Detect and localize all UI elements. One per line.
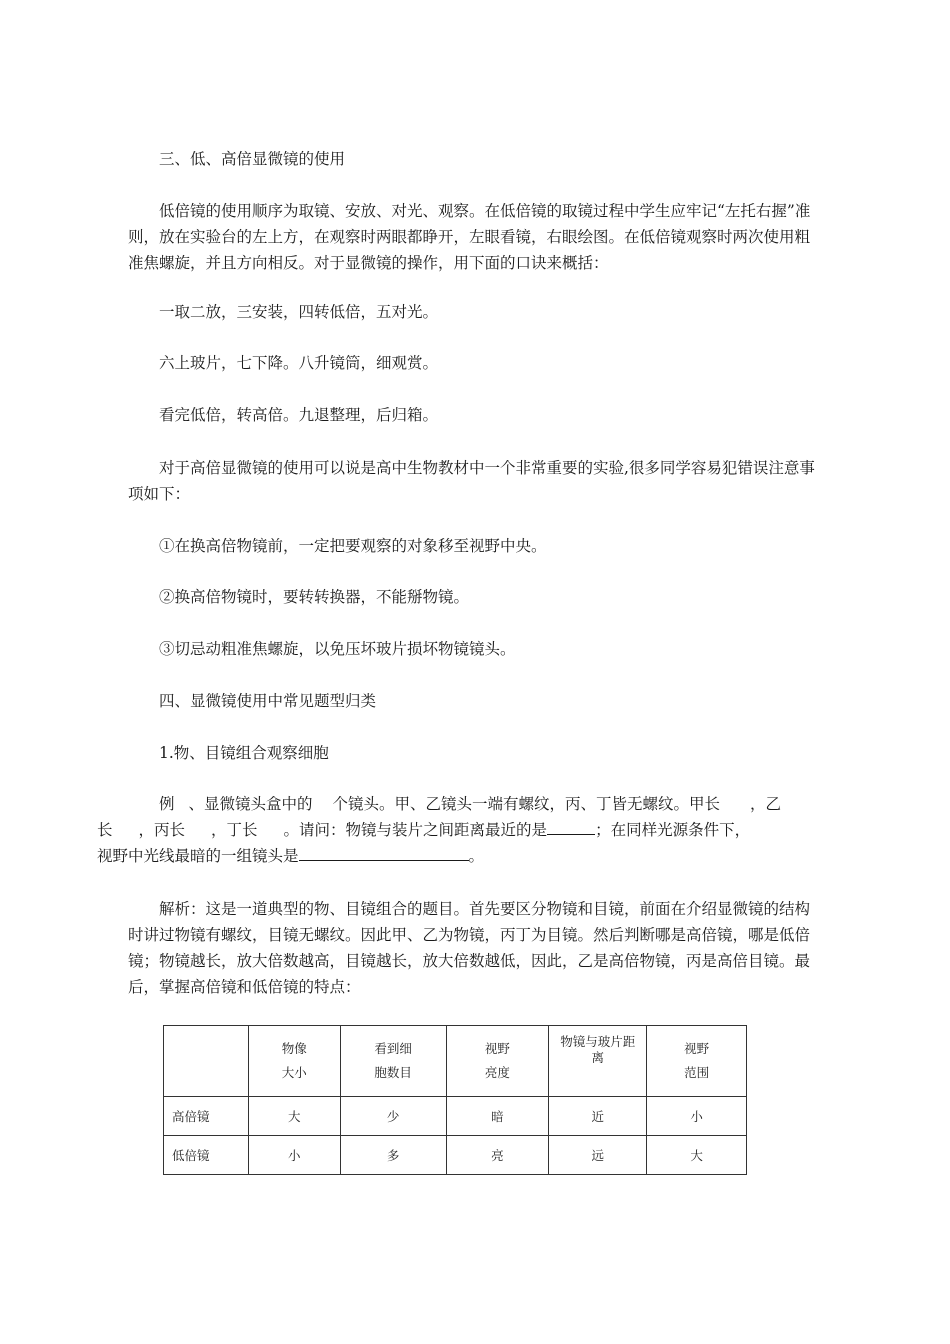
table-cell: 少 — [340, 1097, 446, 1136]
section3-heading: 三、低、高倍显微镜的使用 — [159, 150, 346, 168]
rhyme-line-3: 看完低倍，转高倍。九退整理，后归箱。 — [159, 406, 439, 424]
example-text-11: 。 — [468, 847, 485, 865]
example-text-1: 例 — [159, 795, 175, 813]
answer-blank-2 — [299, 844, 469, 861]
table-cell: 近 — [549, 1097, 647, 1136]
header-image-size: 物像 大小 — [248, 1026, 340, 1097]
example-text-9: ；在同样光源条件下， — [595, 821, 751, 839]
note-2: ②换高倍物镜时，要转转换器，不能掰物镜。 — [159, 588, 470, 606]
rhyme-line-2: 六上玻片，七下降。八升镜筒，细观赏。 — [159, 354, 439, 372]
example-text-7: ，丁长 — [211, 821, 258, 839]
section4-heading: 四、显微镜使用中常见题型归类 — [159, 692, 377, 710]
table-row — [164, 1136, 747, 1175]
table-cell: 小 — [248, 1136, 340, 1175]
header-brightness: 视野 亮度 — [446, 1026, 549, 1097]
example-text-3: 个镜头。甲、乙镜头一端有螺纹，丙、丁皆无螺纹。甲长 — [332, 795, 721, 813]
table-cell: 暗 — [446, 1097, 549, 1136]
row-label-high: 高倍镜 — [164, 1097, 249, 1136]
table-cell: 大 — [248, 1097, 340, 1136]
header-cell-count: 看到细 胞数目 — [340, 1026, 446, 1097]
table-row — [164, 1097, 747, 1136]
header-distance: 物镜与玻片距 离 — [549, 1026, 647, 1097]
note-1: ①在换高倍物镜前，一定把要观察的对象移至视野中央。 — [159, 537, 547, 555]
note-3: ③切忌动粗准焦螺旋，以免压坏玻片损坏物镜镜头。 — [159, 640, 516, 658]
section4-subheading: 1.物、目镜组合观察细胞 — [159, 744, 329, 762]
comparison-table — [163, 1025, 747, 1175]
example-text-2: 、显微镜头盒中的 — [188, 795, 313, 813]
example-text-6: ，丙长 — [138, 821, 186, 839]
rhyme-line-1: 一取二放，三安装，四转低倍，五对光。 — [159, 303, 439, 321]
table-cell: 多 — [340, 1136, 446, 1175]
table-corner-cell — [164, 1026, 249, 1097]
example-question — [97, 791, 824, 869]
header-field-range: 视野 范围 — [647, 1026, 747, 1097]
table-cell: 远 — [549, 1136, 647, 1175]
example-text-8: 。请问：物镜与装片之间距离最近的是 — [283, 821, 548, 839]
table-cell: 大 — [647, 1136, 747, 1175]
table-cell: 小 — [647, 1097, 747, 1136]
example-text-4: ，乙 — [750, 795, 782, 813]
table-header-row — [164, 1026, 747, 1097]
example-text-5: 长 — [97, 821, 113, 839]
answer-blank-1 — [547, 818, 595, 835]
example-text-10: 视野中光线最暗的一组镜头是 — [97, 847, 299, 865]
table-cell: 亮 — [446, 1136, 549, 1175]
section3-paragraph1: 低倍镜的使用顺序为取镜、安放、对光、观察。在低倍镜的取镜过程中学生应牢记“左托右握”准则，放在实验台的左上方，在观察时两眼都睁开，左眼看镜，右眼绘图。在低倍镜观察时两次使用粗准焦螺旋，并且方向相反。对于显微镜的操作，用下面的口诀来概括： — [128, 202, 811, 272]
row-label-low: 低倍镜 — [164, 1136, 249, 1175]
section3-paragraph2: 对于高倍显微镜的使用可以说是高中生物教材中一个非常重要的实验,很多同学容易犯错误注意事项如下： — [128, 459, 815, 503]
analysis-paragraph: 解析：这是一道典型的物、目镜组合的题目。首先要区分物镜和目镜，前面在介绍显微镜的结构时讲过物镜有螺纹，目镜无螺纹。因此甲、乙为物镜，丙丁为目镜。然后判断哪是高倍镜，哪是低倍镜；物镜越长，放大倍数越高，目镜越长，放大倍数越低，因此，乙是高倍物镜，丙是高倍目镜。最后，掌握高倍镜和低倍镜的特点： — [128, 900, 811, 996]
